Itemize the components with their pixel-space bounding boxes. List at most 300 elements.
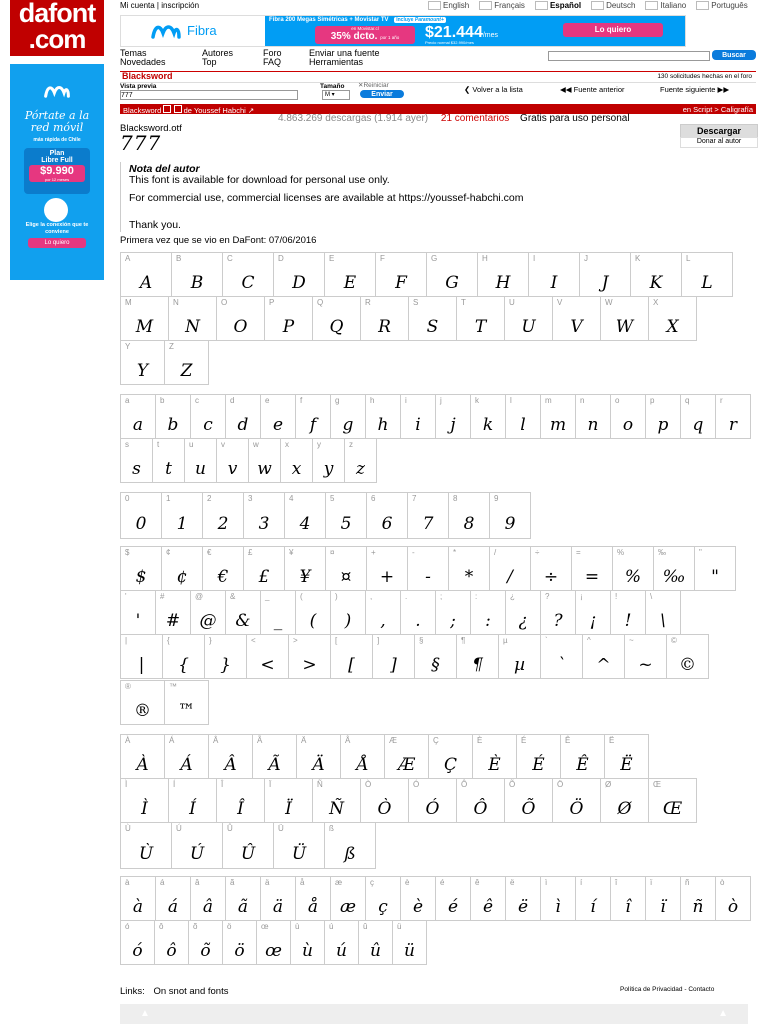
glyph-cell [190,876,226,921]
share-icon[interactable] [174,105,182,113]
glyph-label: D [278,254,284,263]
glyph-label: © [671,636,677,645]
glyph-sample: ~ [638,655,653,675]
glyph-label: ¢ [166,548,171,557]
glyph-label: e [265,396,270,405]
nav-authors[interactable]: Autores [202,48,234,58]
glyph-cell [324,920,359,965]
glyph-label: L [686,254,691,263]
glyph-cell [120,680,165,725]
glyph-cell [571,546,613,591]
glyph-label: Î [221,780,224,789]
previous-font-link[interactable] [560,85,625,94]
glyph-label: ‰ [658,548,666,557]
dafont-logo[interactable] [10,0,104,56]
glyph-cell [456,778,505,823]
glyph-cell [530,546,572,591]
nav-top[interactable]: Top [202,57,217,67]
glyph-cell [222,252,274,297]
language-option[interactable] [428,1,469,10]
glyph-label: c [195,396,199,405]
font-file-name: Blacksword.otf [120,123,182,134]
glyph-cell [225,876,261,921]
ad-offer: 35% dcto. [330,31,378,42]
glyph-label: Á [169,736,175,745]
glyph-label: w [253,440,259,449]
flag-icon [535,1,548,10]
glyph-sample: ê [482,897,494,917]
glyph-cell [645,394,681,439]
side-banner-ad[interactable] [10,64,104,280]
donate-button[interactable]: Donar al autor [680,137,758,148]
glyph-label: ü [397,922,402,931]
glyph-label: µ [503,636,508,645]
forum-requests-link[interactable]: 130 solicitudes hechas en el foro [657,73,752,80]
glyph-sample: î [625,897,631,917]
ad-includes [394,17,446,23]
glyph-cell [120,340,165,385]
glyph-label: Û [227,824,233,833]
glyph-sample: ¢ [176,567,188,587]
glyph-label: 3 [248,494,253,503]
glyph-label: Ó [413,780,420,789]
ad-brand-block [121,16,263,46]
glyph-sample: Å [356,755,369,775]
nav-themes[interactable]: Temas [120,48,147,58]
glyph-label: ~ [629,636,634,645]
preview-text-input[interactable] [120,90,298,100]
glyph-label: } [209,636,212,645]
glyph-cell [400,876,436,921]
language-label: Français [494,1,525,10]
glyph-label: \ [650,592,653,601]
nav-col-1 [120,49,166,67]
glyph-sample: ç [378,897,388,917]
download-stats [278,113,630,124]
glyph-label: - [412,548,415,557]
glyph-label: ç [370,878,374,887]
glyph-cell [284,492,326,539]
glyph-sample: ß [344,844,356,864]
glyph-cell [152,438,185,483]
glyph-cell [312,778,361,823]
glyph-cell [470,394,506,439]
glyph-label: " [699,548,702,557]
ad-offer-small: en Movistar.cl [351,26,379,31]
glyph-sample: µ [513,655,526,675]
glyph-label: ù [295,922,300,931]
glyph-cell [582,634,625,679]
glyph-sample: x [291,459,302,479]
glyph-cell [375,252,427,297]
glyph-cell [610,876,646,921]
side-ad-price-sub: por 12 meses [44,177,70,182]
glyph-cell [715,394,751,439]
glyph-cell [610,394,646,439]
side-ad-plan: Plan [49,150,65,157]
glyph-cell [260,394,296,439]
glyph-cell [273,822,325,869]
scroll-up-icon[interactable]: ▲ [140,1008,150,1019]
glyph-sample: Ú [189,844,205,864]
glyph-sample: Ì [141,799,148,819]
glyph-label: d [230,396,235,405]
glyph-label: | [125,636,128,645]
glyph-label: Ã [257,736,263,745]
glyph-cell [340,734,385,779]
category-link[interactable]: en Script > Caligrafía [682,105,753,114]
glyph-cell [540,394,576,439]
glyph-sample: { [178,655,189,675]
glyph-cell [120,438,153,483]
glyph-sample: m [549,415,567,435]
glyph-label: ê [475,878,480,887]
glyph-sample: © [679,655,696,675]
close-icon: ✕ [358,82,364,89]
glyph-label: : [475,592,478,601]
glyph-label: t [157,440,160,449]
glyph-sample: j [450,415,456,435]
glyph-sample: Ç [443,755,457,775]
glyph-label: ' [125,592,127,601]
glyph-label: ì [545,878,548,887]
glyph-sample: 7 [422,514,434,534]
glyph-cell [408,778,457,823]
glyph-label: _ [265,592,270,601]
glyph-sample: ¥ [299,567,311,587]
glyph-cell [645,590,681,635]
size-select-value: M [325,92,330,98]
privacy-link[interactable]: Política de Privacidad [620,986,683,993]
my-account-link[interactable]: Mi cuenta [120,1,155,10]
search-button[interactable]: Buscar [712,50,756,60]
glyph-cell [400,394,436,439]
side-ad-badge-icon [44,198,68,222]
glyph-label: O [221,298,228,307]
nav-col-2 [202,49,233,67]
glyph-cell [168,296,217,341]
glyph-sample: õ [200,941,211,961]
glyph-cell [120,778,169,823]
glyph-sample: Ã [268,755,281,775]
nav-new[interactable]: Novedades [120,57,166,67]
glyph-sample: 3 [258,514,270,534]
glyph-label: K [635,254,641,263]
glyph-label: Ø [605,780,612,789]
glyph-cell [456,296,505,341]
glyph-label: P [269,298,275,307]
glyph-label: % [617,548,625,557]
glyph-sample: t [165,459,172,479]
side-ad-plan-sub: Libre Full [41,157,73,164]
glyph-label: = [576,548,581,557]
glyph-cell [680,876,716,921]
glyph-sample: + [379,567,395,587]
glyph-cell [162,634,205,679]
ad-includes-text: Incluye [396,17,414,23]
side-ad-cta[interactable]: Lo quiero [28,238,86,248]
glyph-cell [273,252,325,297]
glyph-cell [358,920,393,965]
glyph-label: Ú [176,824,182,833]
by-label: de [183,106,192,115]
back-to-list-link[interactable] [464,85,523,94]
glyph-label: Å [345,736,351,745]
glyph-cell [246,634,289,679]
prev-label: Fuente anterior [573,85,625,94]
glyph-sample: z [356,459,365,479]
glyph-cell [426,252,478,297]
glyph-label: ô [159,922,164,931]
glyph-cell [604,734,649,779]
glyph-sample: ÷ [543,567,559,587]
language-option[interactable] [535,1,581,10]
glyph-cell [477,252,529,297]
submit-preview-button[interactable]: Enviar [360,90,404,98]
glyph-cell [489,492,531,539]
scroll-up-icon-right[interactable]: ▲ [718,1008,728,1019]
nav-submit-font[interactable]: Enviar una fuente [309,48,380,58]
glyph-cell [435,590,471,635]
nav-tools[interactable]: Herramientas [309,57,364,67]
glyph-label: * [453,548,457,557]
glyph-cell [280,438,313,483]
glyph-sample: ù [302,941,313,961]
glyph-cell [260,876,296,921]
footer-sep: - [684,986,687,993]
download-button[interactable]: Descargar [680,124,758,138]
glyph-sample: Ô [473,799,488,819]
glyph-sample: Õ [521,799,536,819]
glyph-label: v [221,440,225,449]
glyph-cell [600,778,649,823]
glyph-cell [208,734,253,779]
glyph-sample: C [241,273,255,293]
glyph-cell [222,822,274,869]
glyph-cell [448,492,490,539]
glyph-sample: ( [309,611,317,631]
glyph-label: B [176,254,182,263]
next-font-link[interactable] [660,85,729,94]
glyph-cell [161,492,203,539]
preview-label: Vista previa [120,83,157,90]
glyph-sample: Ù [138,844,154,864]
glyph-label: £ [248,548,253,557]
glyph-cell [225,394,261,439]
glyph-sample: & [235,611,251,631]
glyph-sample: ï [660,897,666,917]
glyph-cell [365,590,401,635]
nav-faq[interactable]: FAQ [263,57,282,67]
glyph-sample: Û [240,844,256,864]
glyph-cell [324,252,376,297]
side-ad-line2: red móvil [30,121,84,134]
author-link[interactable]: Youssef Habchi [193,106,246,115]
glyph-label: & [230,592,236,601]
glyph-sample: A [139,273,153,293]
glyph-sample: " [711,567,719,587]
glyph-sample: ‰ [662,567,686,587]
ad-offer-block [265,16,685,46]
glyph-cell [579,252,631,297]
font-title[interactable]: Blacksword [123,106,162,115]
nav-col-3 [263,49,282,67]
language-option[interactable] [591,1,635,10]
glyph-label: E [329,254,335,263]
glyph-label: z [349,440,353,449]
glyph-label: ¥ [289,548,294,557]
register-link[interactable]: inscripción [161,1,200,10]
language-option[interactable] [645,1,686,10]
glyph-label: ã [230,878,235,887]
glyph-sample: f [309,415,317,435]
language-label: Português [711,1,748,10]
glyph-sample: Ü [291,844,307,864]
glyph-cell [552,778,601,823]
glyph-label: ` [545,636,548,645]
language-option[interactable] [479,1,525,10]
flag-icon [428,1,441,10]
glyph-sample: P [282,317,295,337]
glyph-sample: = [584,567,600,587]
glyph-sample: # [165,611,181,631]
glyph-sample: > [302,655,317,675]
ad-headline: Fibra 200 Megas Simétricas + Movistar TV [269,17,389,23]
glyph-label: 8 [453,494,458,503]
glyph-label: > [293,636,298,645]
glyph-label: Ê [565,736,571,745]
glyph-label: É [521,736,527,745]
glyph-label: § [419,636,424,645]
glyph-sample: à [132,897,144,917]
glyph-cell [365,876,401,921]
glyph-cell [120,492,162,539]
glyph-sample: p [657,415,669,435]
glyph-sample: 2 [217,514,229,534]
glyph-label: ] [377,636,380,645]
glyph-sample: ü [404,941,415,961]
external-link-icon[interactable]: ↗ [247,106,255,115]
glyph-cell [392,920,427,965]
glyph-sample: ¿ [518,611,528,631]
glyph-label: € [207,548,212,557]
glyph-sample: ^ [596,655,611,675]
glyph-sample: X [666,317,679,337]
glyph-sample: È [488,755,501,775]
glyph-label: h [370,396,375,405]
language-option[interactable] [696,1,747,10]
top-banner-ad[interactable] [120,15,686,47]
glyph-cell [540,590,576,635]
glyph-label: M [125,298,132,307]
glyph-cell [366,546,408,591]
glyph-cell [312,296,361,341]
glyph-sample: Ä [312,755,325,775]
search-input[interactable] [548,51,710,61]
glyph-cell [408,296,457,341]
font-sample-preview: 777 [120,131,162,155]
glyph-sample: Y [136,361,149,381]
contact-link[interactable]: Contacto [688,986,715,993]
glyph-cell [120,876,156,921]
nav-forum[interactable]: Foro [263,48,282,58]
glyph-label: R [365,298,371,307]
download-count: 4.863.269 descargas (1.914 ayer) [278,113,429,124]
glyph-sample: w [257,459,272,479]
glyph-cell [681,252,733,297]
glyph-sample: / [507,567,513,587]
info-icon[interactable] [163,105,171,113]
glyph-cell [630,252,682,297]
glyph-label: I [533,254,536,263]
glyph-label: Ì [125,780,128,789]
glyph-sample: S [426,317,439,337]
links-label: Links: [120,986,145,997]
language-bar [428,1,758,10]
glyph-sample: ì [555,897,561,917]
glyph-sample: Q [329,317,344,337]
glyph-label: ï [650,878,653,887]
glyph-cell [715,876,751,921]
glyph-cell [456,634,499,679]
glyph-sample: Ø [617,799,632,819]
glyph-label: p [650,396,655,405]
glyph-cell [560,734,605,779]
glyph-sample: q [692,415,704,435]
glyph-sample: n [587,415,599,435]
glyph-sample: í [590,897,596,917]
language-label: English [443,1,470,10]
comments-link[interactable]: 21 comentarios [440,113,510,124]
glyph-cell [190,394,226,439]
logo-line2: .com [28,24,86,54]
glyph-cell [645,876,681,921]
glyph-sample: € [217,567,229,587]
glyph-cell [325,492,367,539]
glyph-cell [312,438,345,483]
footer-bar [120,1004,748,1024]
glyph-cell [366,492,408,539]
size-select[interactable] [322,90,350,100]
reset-link[interactable] [358,81,389,89]
glyph-sample: Œ [662,799,683,819]
glyph-cell [610,590,646,635]
glyph-cell [164,340,209,385]
glyph-sample: | [138,655,145,675]
glyph-cell [168,778,217,823]
footer-link-snot[interactable]: On snot and fonts [153,986,229,997]
section-title: Blacksword [122,71,173,81]
glyph-cell [666,634,709,679]
glyph-label: û [363,922,368,931]
glyph-sample: ò [727,897,739,917]
glyph-sample: G [445,273,459,293]
footer-links [120,986,228,997]
glyph-sample: 5 [340,514,352,534]
glyph-sample: V [570,317,583,337]
glyph-cell [612,546,654,591]
glyph-cell [400,590,436,635]
glyph-sample: Í [189,799,196,819]
glyph-sample: û [370,941,381,961]
ad-cta-button[interactable]: Lo quiero [563,23,663,37]
glyph-label: U [509,298,515,307]
glyph-cell [407,546,449,591]
glyph-cell [120,734,165,779]
glyph-sample: É [532,755,545,775]
glyph-label: ß [329,824,334,833]
side-ad-price-box [29,165,85,182]
